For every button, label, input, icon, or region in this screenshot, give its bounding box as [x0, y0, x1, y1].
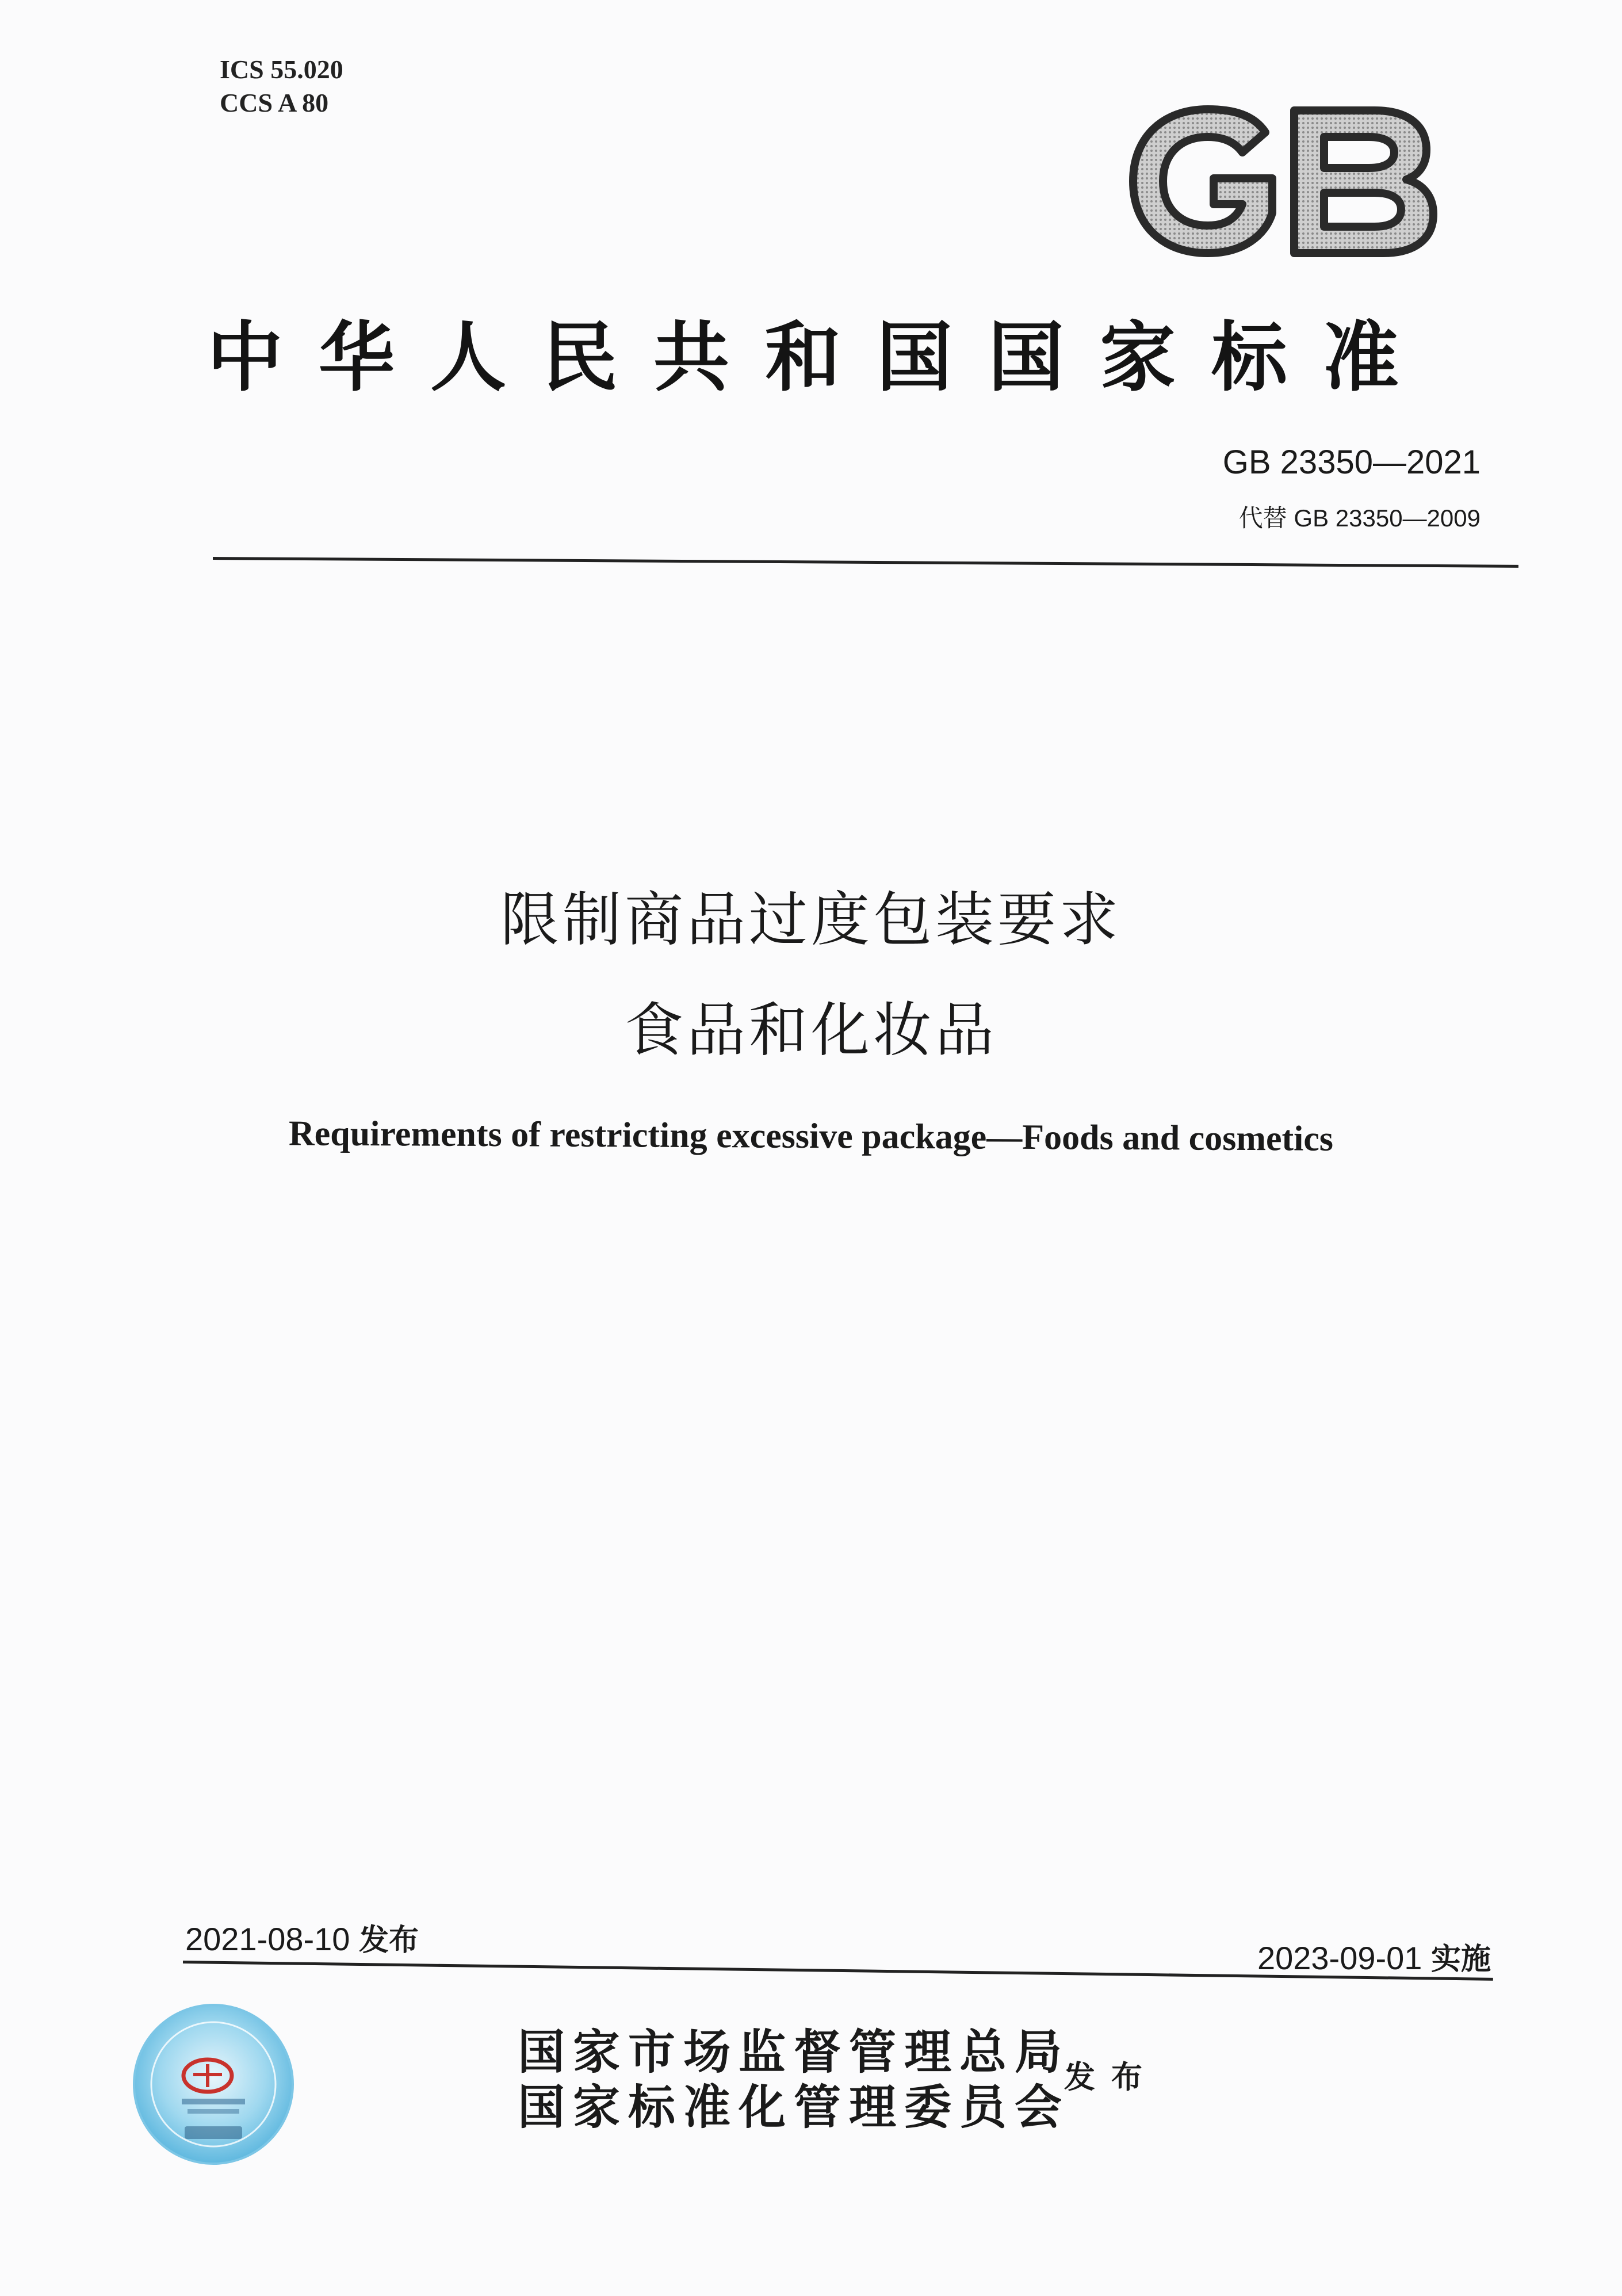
top-divider: [213, 557, 1518, 568]
gb-logo-icon: [1122, 98, 1444, 265]
effective-date: [1257, 1935, 1491, 1978]
publisher-samr: 国家市场监督管理总局: [518, 2024, 1070, 2080]
issue-date-suffix: 发布: [359, 1923, 419, 1958]
main-title: 中华人民共和国国家标准: [207, 314, 1434, 402]
issue-date-value: 2021-08-10: [185, 1921, 350, 1957]
effective-date-value: 2023-09-01: [1257, 1940, 1422, 1976]
classification-codes: [220, 53, 343, 120]
title-cn-line1: 限制商品过度包装要求: [500, 886, 1122, 954]
ccs-code: CCS A 80: [220, 88, 329, 117]
title-en: Requirements of restricting excessive package—Foods and cosmetics: [288, 1114, 1334, 1159]
issue-date: [185, 1916, 419, 1959]
anti-counterfeit-seal-icon: [130, 2001, 297, 2168]
publisher-sac: 国家标准化管理委员会: [518, 2080, 1070, 2135]
effective-date-suffix: 实施: [1430, 1942, 1491, 1977]
ics-code: ICS 55.020: [220, 55, 343, 84]
publish-label: 发布: [1064, 2058, 1158, 2095]
standard-number: GB 23350—2021: [1222, 444, 1481, 481]
title-cn-line2: 食品和化妆品: [625, 996, 997, 1065]
replaces-standard: 代替 GB 23350—2009: [1238, 505, 1481, 532]
